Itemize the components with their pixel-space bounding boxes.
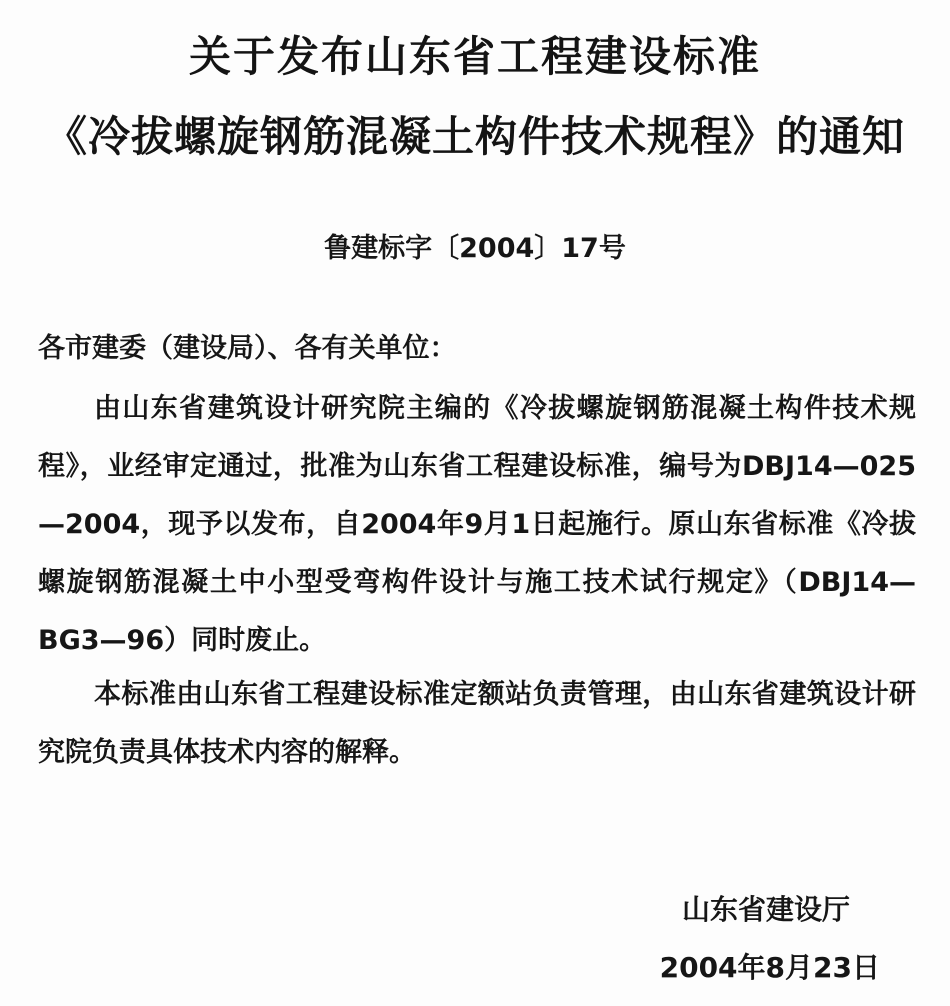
document-number: 鲁建标字〔2004〕17号 bbox=[324, 233, 626, 264]
body-paragraph-1: 由山东省建筑设计研究院主编的《冷拔螺旋钢筋混凝土构件技术规程》，业经审定通过，批准为山东省工程建设标准，编号为DBJ14—025—2004，现予以发布，自2004年9月1日起施行。原山东省标准《冷拔螺旋钢筋混凝土中小型受弯构件设计与施工技术试行规定》（DBJ14—BG3—96）同时废止。 bbox=[38, 393, 916, 656]
notice-title-line-2: 《冷拔螺旋钢筋混凝土构件技术规程》的通知 bbox=[44, 112, 905, 161]
issuing-authority: 山东省建设厅 bbox=[681, 893, 850, 926]
issue-date: 2004年8月23日 bbox=[659, 951, 880, 984]
notice-title-line-1: 关于发布山东省工程建设标准 bbox=[188, 32, 761, 81]
body-paragraph-2: 本标准由山东省工程建设标准定额站负责管理，由山东省建筑设计研究院负责具体技术内容的解释。 bbox=[38, 679, 916, 768]
salutation: 各市建委（建设局）、各有关单位： bbox=[38, 333, 457, 364]
